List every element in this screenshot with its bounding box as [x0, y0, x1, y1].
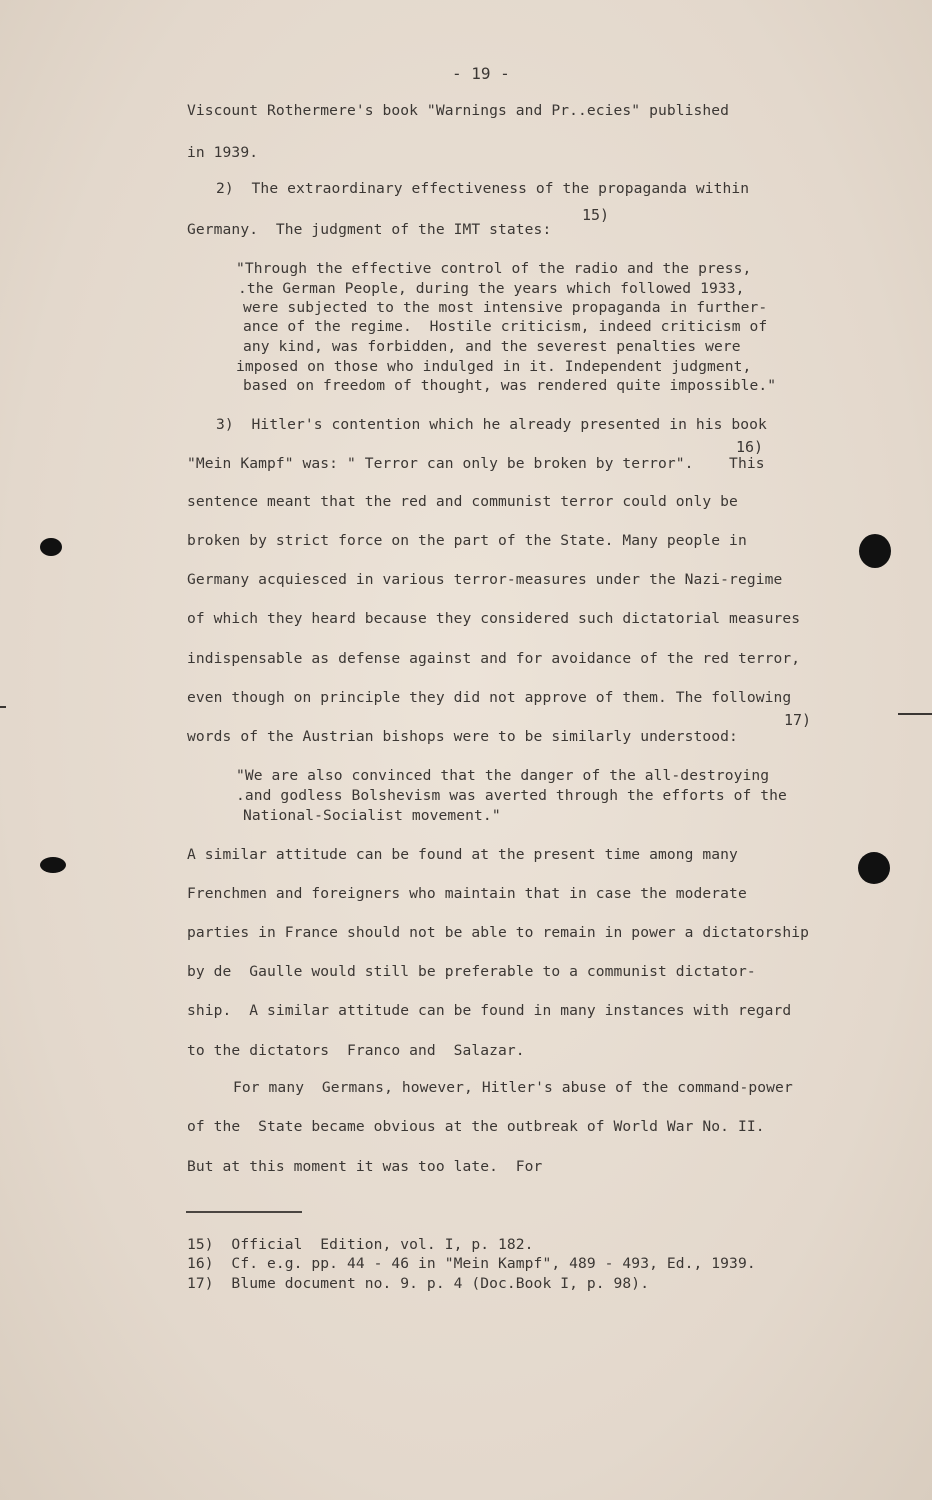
page-number: - 19 - [452, 64, 510, 83]
body-line: to the dictators Franco and Salazar. [187, 1042, 525, 1059]
quote-line: imposed on those who indulged in it. Independent judgment, [236, 358, 752, 375]
footnote-ref-17: 17) [784, 711, 812, 729]
footnote-15: 15) Official Edition, vol. I, p. 182. [187, 1236, 534, 1253]
body-line: even though on principle they did not approve of them. The following [187, 689, 792, 706]
punch-hole-left-bottom [40, 857, 66, 873]
body-line: 3) Hitler's contention which he already presented in his book [216, 416, 767, 433]
body-line: For many Germans, however, Hitler's abuse of the command-power [233, 1079, 793, 1096]
body-line: broken by strict force on the part of the State. Many people in [187, 532, 747, 549]
body-line: by de Gaulle would still be preferable to a communist dictator- [187, 963, 756, 980]
quote-line: "Through the effective control of the radio and the press, [236, 260, 752, 277]
body-line: indispensable as defense against and for avoidance of the red terror, [187, 650, 801, 667]
quote-line: "We are also convinced that the danger of the all-destroying [236, 767, 770, 784]
body-line: Germany acquiesced in various terror-measures under the Nazi-regime [187, 571, 783, 588]
footnote-17: 17) Blume document no. 9. p. 4 (Doc.Book I, p. 98). [187, 1275, 650, 1292]
quote-line: any kind, was forbidden, and the severest penalties were [243, 338, 741, 355]
body-line: of which they heard because they considered such dictatorial measures [187, 610, 801, 627]
body-line: 2) The extraordinary effectiveness of the propaganda within [216, 180, 750, 197]
body-line: of the State became obvious at the outbreak of World War No. II. [187, 1118, 765, 1135]
body-line: A similar attitude can be found at the present time among many [187, 846, 738, 863]
quote-line: were subjected to the most intensive propaganda in further- [243, 299, 768, 316]
quote-line: .the German People, during the years which followed 1933, [238, 280, 745, 297]
footnote-divider [186, 1211, 302, 1213]
quote-line: National-Socialist movement." [243, 807, 501, 824]
body-line: "Mein Kampf" was: " Terror can only be broken by terror". This [187, 455, 765, 472]
body-line: sentence meant that the red and communist terror could only be [187, 493, 738, 510]
footnote-ref-16: 16) [736, 438, 764, 456]
body-line: Viscount Rothermere's book "Warnings and Pr..ecies" published [187, 102, 730, 119]
quote-line: .and godless Bolshevism was averted through the efforts of the [236, 787, 787, 804]
punch-hole-left-top [40, 538, 62, 556]
body-line: Germany. The judgment of the IMT states: [187, 221, 552, 238]
body-line: Frenchmen and foreigners who maintain that in case the moderate [187, 885, 747, 902]
body-line: words of the Austrian bishops were to be similarly understood: [187, 728, 738, 745]
body-line: parties in France should not be able to remain in power a dictatorship [187, 924, 810, 941]
quote-line: based on freedom of thought, was rendered quite impossible." [243, 377, 777, 394]
body-line: But at this moment it was too late. For [187, 1158, 543, 1175]
footnote-ref-15: 15) [582, 206, 610, 224]
body-line: ship. A similar attitude can be found in many instances with regard [187, 1002, 792, 1019]
punch-hole-right-top [859, 534, 891, 568]
edge-mark [0, 706, 6, 708]
edge-mark [898, 713, 932, 715]
footnote-16: 16) Cf. e.g. pp. 44 - 46 in "Mein Kampf", 489 - 493, Ed., 1939. [187, 1255, 756, 1272]
quote-line: ance of the regime. Hostile criticism, indeed criticism of [243, 318, 768, 335]
body-line: in 1939. [187, 144, 259, 161]
punch-hole-right-bottom [858, 852, 890, 884]
